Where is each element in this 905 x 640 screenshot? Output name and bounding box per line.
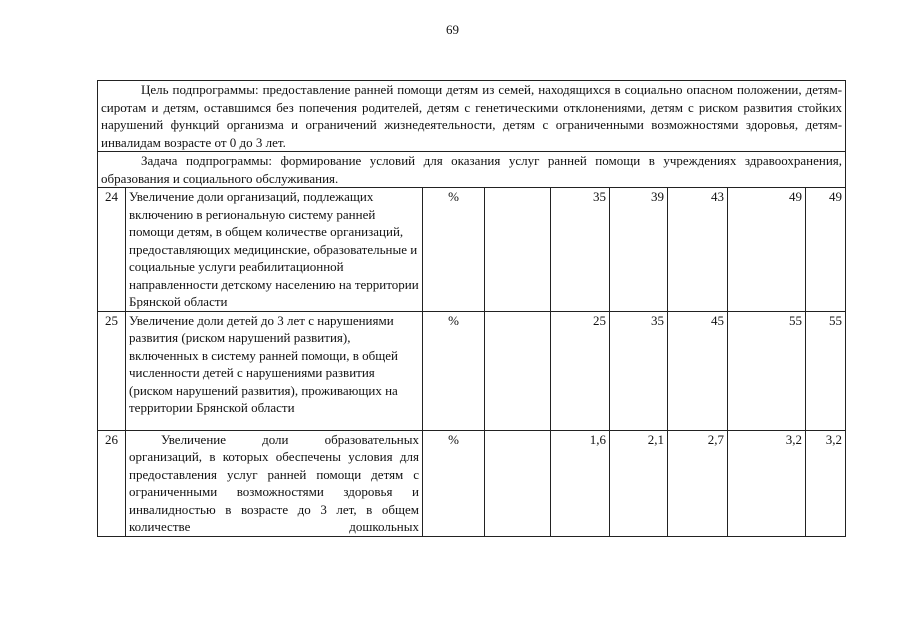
base-value-cell xyxy=(485,430,551,536)
unit-cell: % xyxy=(423,188,485,312)
subprogram-goal: Цель подпрограммы: предоставление ранней помощи детям из семей, находящихся в социально опасном положении, детям-сиротам и детям, оставшимся без попечения родителей, детям с генетическими отклонениями, детям с риском развития стойких нарушений функций организма и ограничений жизнедеятельности, детям с ограниченными возможностями здоровья, детям-инвалидам возрасте от 0 до 3 лет. xyxy=(98,81,846,152)
subprogram-task: Задача подпрограммы: формирование условий для оказания услуг ранней помощи в учреждениях здравоохранения, образования и социального обслуживания. xyxy=(98,152,846,188)
value-cell-4: 3,2 xyxy=(728,430,806,536)
value-cell-3: 43 xyxy=(668,188,728,312)
value-cell-4: 49 xyxy=(728,188,806,312)
indicator-description xyxy=(126,430,423,536)
indicator-description: Увеличение доли детей до 3 лет с нарушениями развития (риском нарушений развития), включенных в систему ранней помощи, в общей численности детей с нарушениями развития (риском нарушений развития), проживающих на территории Брянской области xyxy=(126,311,423,430)
value-cell-1: 35 xyxy=(551,188,610,312)
task-row xyxy=(98,152,846,188)
table-row xyxy=(98,430,846,536)
description-first-line: Увеличение доли образовательных xyxy=(161,431,419,447)
value-cell-5: 49 xyxy=(806,188,846,312)
table-row xyxy=(98,311,846,430)
value-cell-5: 3,2 xyxy=(806,430,846,536)
value-cell-2: 2,1 xyxy=(610,430,668,536)
value-cell-2: 35 xyxy=(610,311,668,430)
value-cell-5: 55 xyxy=(806,311,846,430)
value-cell-1: 1,6 xyxy=(551,430,610,536)
table-row xyxy=(98,188,846,312)
value-cell-4: 55 xyxy=(728,311,806,430)
indicator-description: Увеличение доли организаций, подлежащих включению в региональную систему ранней помощи детям, в общем количестве организаций, предоставляющих медицинские, образовательные и социальные услуги реабилитационной направленности детскому населению на территории Брянской области xyxy=(126,188,423,312)
value-cell-1: 25 xyxy=(551,311,610,430)
value-cell-2: 39 xyxy=(610,188,668,312)
unit-cell: % xyxy=(423,311,485,430)
value-cell-3: 45 xyxy=(668,311,728,430)
indicators-table xyxy=(97,80,846,537)
unit-cell: % xyxy=(423,430,485,536)
base-value-cell xyxy=(485,188,551,312)
base-value-cell xyxy=(485,311,551,430)
value-cell-3: 2,7 xyxy=(668,430,728,536)
description-continuation: организаций, в которых обеспечены условия для предоставления услуг ранней помощи детям с ограниченными возможностями здоровья и инвалидностью в возрасте до 3 лет, в общем количестве дошкольных xyxy=(129,449,419,534)
goal-row xyxy=(98,81,846,152)
row-number: 26 xyxy=(98,430,126,536)
row-number: 24 xyxy=(98,188,126,312)
row-number: 25 xyxy=(98,311,126,430)
page-number: 69 xyxy=(446,22,459,37)
